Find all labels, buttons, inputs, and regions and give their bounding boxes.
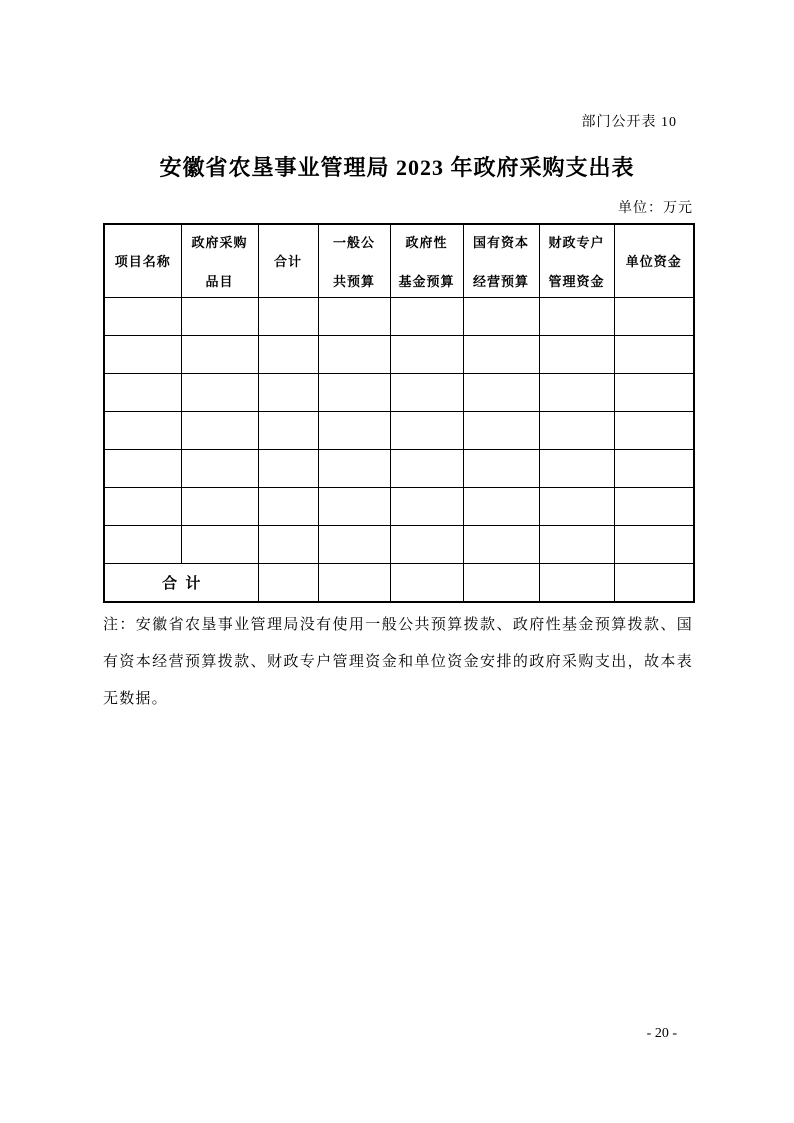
empty-cell bbox=[539, 487, 614, 525]
empty-cell bbox=[104, 487, 181, 525]
table-empty-rows bbox=[104, 297, 694, 563]
empty-cell bbox=[463, 525, 539, 563]
empty-cell bbox=[318, 297, 390, 335]
note-text: 注：安徽省农垦事业管理局没有使用一般公共预算拨款、政府性基金预算拨款、国有资本经营预算拨款、财政专户管理资金和单位资金安排的政府采购支出，故本表无数据。 bbox=[103, 617, 693, 707]
empty-cell bbox=[463, 335, 539, 373]
table-empty-row bbox=[104, 411, 694, 449]
col-header-label: 政府性 bbox=[405, 234, 448, 250]
empty-cell bbox=[318, 373, 390, 411]
empty-cell bbox=[539, 525, 614, 563]
empty-cell bbox=[390, 335, 463, 373]
col-header-label: 项目名称 bbox=[114, 254, 171, 270]
total-empty-cell bbox=[614, 563, 694, 602]
empty-cell bbox=[258, 525, 318, 563]
empty-cell bbox=[463, 487, 539, 525]
empty-cell bbox=[181, 297, 258, 335]
empty-cell bbox=[104, 525, 181, 563]
empty-cell bbox=[539, 335, 614, 373]
empty-cell bbox=[539, 449, 614, 487]
empty-cell bbox=[463, 449, 539, 487]
page-title: 安徽省农垦事业管理局 2023 年政府采购支出表 bbox=[159, 155, 635, 180]
unit-label: 单位：万元 bbox=[618, 201, 693, 216]
col-header-procurement-item bbox=[181, 224, 258, 297]
col-header-label: 合计 bbox=[273, 254, 302, 270]
col-header-label: 共预算 bbox=[332, 273, 375, 289]
empty-cell bbox=[539, 297, 614, 335]
empty-cell bbox=[390, 411, 463, 449]
empty-cell bbox=[258, 373, 318, 411]
col-header-label: 管理资金 bbox=[548, 273, 605, 289]
empty-cell bbox=[104, 411, 181, 449]
table-total-row bbox=[104, 563, 694, 602]
col-header-label: 财政专户 bbox=[548, 234, 605, 250]
empty-cell bbox=[463, 411, 539, 449]
empty-cell bbox=[104, 297, 181, 335]
empty-cell bbox=[318, 411, 390, 449]
col-header-state-capital-budget bbox=[463, 224, 539, 297]
empty-cell bbox=[614, 449, 694, 487]
empty-cell bbox=[614, 373, 694, 411]
empty-cell bbox=[181, 373, 258, 411]
total-empty-cell bbox=[318, 563, 390, 602]
table-empty-row bbox=[104, 525, 694, 563]
total-empty-cell bbox=[258, 563, 318, 602]
col-header-government-fund-budget bbox=[390, 224, 463, 297]
empty-cell bbox=[539, 373, 614, 411]
total-label-cell: 合 计 bbox=[104, 563, 258, 602]
empty-cell bbox=[318, 449, 390, 487]
empty-cell bbox=[614, 335, 694, 373]
empty-cell bbox=[181, 449, 258, 487]
empty-cell bbox=[463, 373, 539, 411]
col-header-project-name bbox=[104, 224, 181, 297]
page-number: - 20 - bbox=[646, 1026, 677, 1041]
total-empty-cell bbox=[463, 563, 539, 602]
empty-cell bbox=[463, 297, 539, 335]
col-header-fiscal-special-account bbox=[539, 224, 614, 297]
empty-cell bbox=[258, 449, 318, 487]
col-header-unit-funds bbox=[614, 224, 694, 297]
col-header-label: 单位资金 bbox=[625, 254, 682, 270]
table-empty-row bbox=[104, 487, 694, 525]
empty-cell bbox=[258, 411, 318, 449]
empty-cell bbox=[181, 411, 258, 449]
col-header-label: 品目 bbox=[205, 273, 234, 289]
empty-cell bbox=[390, 373, 463, 411]
empty-cell bbox=[390, 525, 463, 563]
empty-cell bbox=[614, 525, 694, 563]
doc-label: 部门公开表 10 bbox=[581, 115, 677, 130]
empty-cell bbox=[318, 487, 390, 525]
empty-cell bbox=[390, 297, 463, 335]
empty-cell bbox=[614, 411, 694, 449]
col-header-general-public-budget bbox=[318, 224, 390, 297]
col-header-label: 政府采购 bbox=[191, 234, 248, 250]
table-header-row bbox=[104, 224, 694, 297]
empty-cell bbox=[104, 373, 181, 411]
empty-cell bbox=[104, 335, 181, 373]
table-empty-row bbox=[104, 335, 694, 373]
table-empty-row bbox=[104, 297, 694, 335]
empty-cell bbox=[258, 487, 318, 525]
empty-cell bbox=[181, 335, 258, 373]
col-header-label: 国有资本 bbox=[472, 234, 529, 250]
procurement-table bbox=[103, 223, 695, 603]
empty-cell bbox=[390, 449, 463, 487]
col-header-total bbox=[258, 224, 318, 297]
empty-cell bbox=[318, 335, 390, 373]
total-empty-cell bbox=[539, 563, 614, 602]
empty-cell bbox=[390, 487, 463, 525]
table-empty-row bbox=[104, 449, 694, 487]
table-empty-row bbox=[104, 373, 694, 411]
col-header-label: 经营预算 bbox=[472, 273, 529, 289]
col-header-label: 基金预算 bbox=[398, 273, 455, 289]
empty-cell bbox=[614, 487, 694, 525]
empty-cell bbox=[318, 525, 390, 563]
empty-cell bbox=[539, 411, 614, 449]
empty-cell bbox=[181, 487, 258, 525]
empty-cell bbox=[614, 297, 694, 335]
empty-cell bbox=[181, 525, 258, 563]
total-empty-cell bbox=[390, 563, 463, 602]
empty-cell bbox=[258, 297, 318, 335]
empty-cell bbox=[258, 335, 318, 373]
empty-cell bbox=[104, 449, 181, 487]
col-header-label: 一般公 bbox=[332, 234, 375, 250]
